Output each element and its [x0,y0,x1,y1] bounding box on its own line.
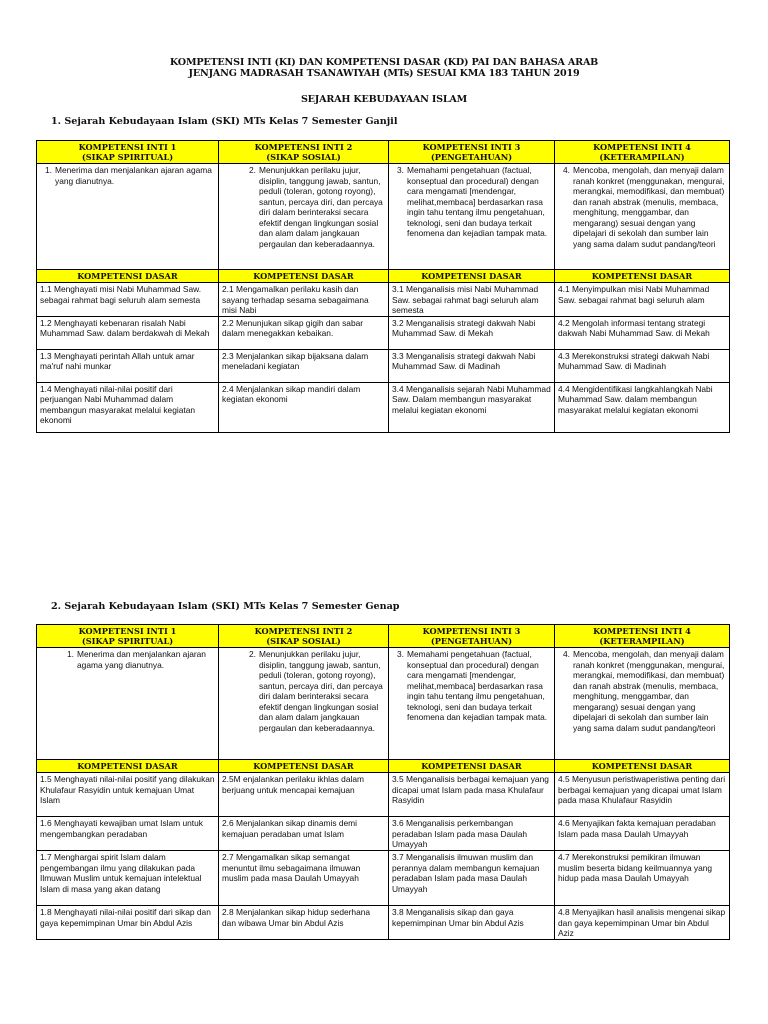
ki-number: 4. [563,649,570,659]
ki-header-title: KOMPETENSI INTI 2 [254,142,353,152]
kd-cell: 3.2 Menganalisis strategi dakwah Nabi Muhammad Saw. di Mekah [389,316,555,349]
ki-header-row [37,625,730,648]
kd-header-cell: KOMPETENSI DASAR [37,760,219,773]
kd-cell: 1.7 Menghargai spirit Islam dalam pengembangan ilmu yang dilakukan pada Ilmuwan Muslim untuk kemajuan intelektual Islam di masa yang akan datang [37,851,219,906]
kd-row [37,773,730,817]
ki-text: Memahami pengetahuan (factual, konseptual dan procedural) dengan cara mengamati [mendengar, melihat,membaca] berdasarkan rasa ingin tahu tentang ilmu pengetahuan, teknologi, seni dan budaya terkait fenomena dan kejadian tampak mata. [407,649,548,722]
ki-header-subtitle: (PENGETAHUAN) [430,152,513,162]
ki-header-subtitle: (PENGETAHUAN) [430,636,513,646]
kd-cell: 3.3 Menganalisis strategi dakwah Nabi Muhammad Saw. di Madinah [389,349,555,382]
ki-cell [555,164,730,270]
kd-cell: 4.4 Mengidentifikasi langkahlangkah Nabi Muhammad Saw. dalam membangun masyarakat melalui kegiatan ekonomi [555,382,730,432]
kd-cell: 3.4 Menganalisis sejarah Nabi Muhammad Saw. Dalam membangun masyarakat melalui kegiatan ekonomi [389,382,555,432]
ki-cell [37,648,219,760]
kd-cell: 3.5 Menganalisis berbagai kemajuan yang dicapai umat Islam pada masa Khulafaur Rasyidin [389,773,555,817]
kd-cell: 1.5 Menghayati nilai-nilai positif yang dilakukan Khulafaur Rasyidin untuk kemajuan Umat Islam [37,773,219,817]
ki-header-subtitle: (KETERAMPILAN) [599,636,685,646]
ki-header-cell [389,625,555,648]
ki-header-title: KOMPETENSI INTI 1 [78,626,177,636]
kd-row [37,382,730,432]
kd-cell: 4.2 Mengolah informasi tentang strategi dakwah Nabi Muhammad Saw. di Mekah [555,316,730,349]
kd-header-cell: KOMPETENSI DASAR [389,760,555,773]
kd-cell: 4.7 Merekonstruksi pemikiran ilmuwan muslim beserta bidang keilmuannya yang hidup pada masa Daulah Umayyah [555,851,730,906]
ki-header-title: KOMPETENSI INTI 1 [78,142,177,152]
ki-text: Menunjukkan perilaku jujur, disiplin, tanggung jawab, santun, peduli (toleran, gotong royong), santun, percaya diri, dan percaya diri dalam berinteraksi secara efektif dengan lingkungan sosial dan alam dalam jangkauan pergaulan dan keberadaannya. [259,165,383,249]
document-subject: SEJARAH KEBUDAYAAN ISLAM [300,94,468,105]
ki-text: Memahami pengetahuan (factual, konseptual dan procedural) dengan cara mengamati [mendengar, melihat,membaca] berdasarkan rasa ingin tahu tentang ilmu pengetahuan, teknologi, seni dan budaya terkait fenomena dan kejadian tampak mata. [407,165,548,238]
section-1-table [36,140,730,433]
kd-cell: 1.3 Menghayati perintah Allah untuk amar ma'ruf nahi munkar [37,349,219,382]
kd-header-row [37,760,730,773]
ki-header-cell [37,625,219,648]
ki-header-title: KOMPETENSI INTI 4 [593,142,691,152]
ki-header-subtitle: (SIKAP SPIRITUAL) [81,152,174,162]
kd-cell: 3.7 Menganalisis ilmuwan muslim dan perannya dalam membangun kemajuan peradaban Islam pada masa Daulah Umayyah [389,851,555,906]
ki-number: 4. [563,165,570,175]
kd-cell: 1.6 Menghayati kewajiban umat Islam untuk mengembangkan peradaban [37,817,219,851]
ki-text: Menerima dan menjalankan ajaran agama yang dianutnya. [77,649,206,670]
kd-cell: 1.2 Menghayati kebenaran risalah Nabi Muhammad Saw. dalam berdakwah di Mekah [37,316,219,349]
kd-header-cell: KOMPETENSI DASAR [219,760,389,773]
ki-header-title: KOMPETENSI INTI 3 [422,142,521,152]
kd-cell: 2.3 Menjalankan sikap bijaksana dalam meneladani kegiatan [219,349,389,382]
ki-number: 3. [397,649,404,659]
ki-number: 1. [67,649,74,659]
kd-cell: 2.8 Menjalankan sikap hidup sederhana dan wibawa Umar bin Abdul Azis [219,906,389,940]
kd-header-cell: KOMPETENSI DASAR [555,760,730,773]
kd-header-cell: KOMPETENSI DASAR [389,270,555,283]
document-title-line1: KOMPETENSI INTI (KI) DAN KOMPETENSI DASAR (KD) PAI DAN BAHASA ARAB [169,57,599,68]
ki-header-title: KOMPETENSI INTI 2 [254,626,353,636]
kd-cell: 2.4 Menjalankan sikap mandiri dalam kegiatan ekonomi [219,382,389,432]
kd-row [37,851,730,906]
kd-header-row [37,270,730,283]
ki-header-title: KOMPETENSI INTI 4 [593,626,691,636]
kd-cell: 3.1 Menganalisis misi Nabi Muhammad Saw. sebagai rahmat bagi seluruh alam semesta [389,283,555,317]
ki-cell [219,648,389,760]
section-1-heading: 1. Sejarah Kebudayaan Islam (SKI) MTs Kelas 7 Semester Ganjil [51,116,398,127]
kd-cell: 4.5 Menyusun peristiwaperistiwa penting dari berbagai kemajuan yang dicapai umat Islam pada masa Khulafaur Rasyidin [555,773,730,817]
section-2-table [36,624,730,940]
ki-number: 2. [249,649,256,659]
kd-row [37,349,730,382]
kd-cell: 2.5M enjalankan perilaku ikhlas dalam berjuang untuk mencapai kemajuan [219,773,389,817]
ki-text: Menerima dan menjalankan ajaran agama yang dianutnya. [55,165,212,186]
ki-header-subtitle: (SIKAP SOSIAL) [266,636,341,646]
kd-cell: 1.8 Menghayati nilai-nilai positif dari sikap dan gaya kepemimpinan Umar bin Abdul Azis [37,906,219,940]
ki-header-row [37,141,730,164]
ki-cell [389,164,555,270]
ki-header-cell [389,141,555,164]
ki-cell [37,164,219,270]
kd-cell: 2.1 Mengamalkan perilaku kasih dan sayang terhadap sesama sebagaimana misi Nabi [219,283,389,317]
kd-row [37,817,730,851]
ki-header-subtitle: (SIKAP SPIRITUAL) [81,636,174,646]
ki-header-cell [219,625,389,648]
kd-cell: 2.6 Menjalankan sikap dinamis demi kemajuan peradaban umat Islam [219,817,389,851]
kd-cell: 4.3 Merekonstruksi strategi dakwah Nabi Muhammad Saw. di Madinah [555,349,730,382]
kd-cell: 4.8 Menyajikan hasil analisis mengenai sikap dan gaya kepemimpinan Umar bin Abdul Aziz [555,906,730,940]
ki-header-subtitle: (SIKAP SOSIAL) [266,152,341,162]
ki-text: Mencoba, mengolah, dan menyaji dalam ranah konkret (menggunakan, mengurai, merangkai, memodifikasi, dan membuat) dan ranah abstrak (menulis, membaca, menghitung, menggambar, dan mengarang) sesuai dengan yang dipelajari di sekolah dan sumber lain yang sama dalam sudut pandang/teori [573,649,725,733]
ki-header-title: KOMPETENSI INTI 3 [422,626,521,636]
ki-header-cell [37,141,219,164]
ki-header-subtitle: (KETERAMPILAN) [599,152,685,162]
ki-content-row [37,648,730,760]
ki-text: Menunjukkan perilaku jujur, disiplin, tanggung jawab, santun, peduli (toleran, gotong royong), santun, percaya diri, dan percaya diri dalam berinteraksi secara efektif dengan lingkungan sosial dan alam dalam jangkauan pergaulan dan keberadaannya. [259,649,383,733]
kd-cell: 1.4 Menghayati nilai-nilai positif dari perjuangan Nabi Muhammad dalam membangun masyarakat melalui kegiatan ekonomi [37,382,219,432]
section-2-heading: 2. Sejarah Kebudayaan Islam (SKI) MTs Kelas 7 Semester Genap [51,601,400,612]
kd-cell: 3.6 Menganalisis perkembangan peradaban Islam pada masa Daulah Umayyah [389,817,555,851]
kd-cell: 4.1 Menyimpulkan misi Nabi Muhammad Saw. sebagai rahmat bagi seluruh alam [555,283,730,317]
kd-row [37,283,730,317]
ki-header-cell [555,625,730,648]
kd-cell: 2.7 Mengamalkan sikap semangat menuntut ilmu sebagaimana ilmuwan muslim pada masa Daulah Umayyah [219,851,389,906]
kd-cell: 2.2 Menunjukan sikap gigih dan sabar dalam menegakkan kebaikan. [219,316,389,349]
ki-number: 3. [397,165,404,175]
kd-row [37,316,730,349]
ki-number: 2. [249,165,256,175]
kd-header-cell: KOMPETENSI DASAR [219,270,389,283]
document-title-line2: JENJANG MADRASAH TSANAWIYAH (MTs) SESUAI KMA 183 TAHUN 2019 [188,68,580,79]
ki-header-cell [555,141,730,164]
kd-cell: 4.6 Menyajikan fakta kemajuan peradaban Islam pada masa Daulah Umayyah [555,817,730,851]
kd-cell: 3.8 Menganalisis sikap dan gaya kepemimpinan Umar bin Abdul Azis [389,906,555,940]
ki-text: Mencoba, mengolah, dan menyaji dalam ranah konkret (menggunakan, mengurai, merangkai, memodifikasi, dan membuat) dan ranah abstrak (menulis, membaca, menghitung, menggambar, dan mengarang) sesuai dengan yang dipelajari di sekolah dan sumber lain yang sama dalam sudut pandang/teori [573,165,725,249]
kd-row [37,906,730,940]
ki-cell [219,164,389,270]
ki-header-cell [219,141,389,164]
kd-header-cell: KOMPETENSI DASAR [37,270,219,283]
ki-number: 1. [45,165,52,175]
kd-header-cell: KOMPETENSI DASAR [555,270,730,283]
kd-cell: 1.1 Menghayati misi Nabi Muhammad Saw. sebagai rahmat bagi seluruh alam semesta [37,283,219,317]
ki-cell [389,648,555,760]
ki-cell [555,648,730,760]
ki-content-row [37,164,730,270]
